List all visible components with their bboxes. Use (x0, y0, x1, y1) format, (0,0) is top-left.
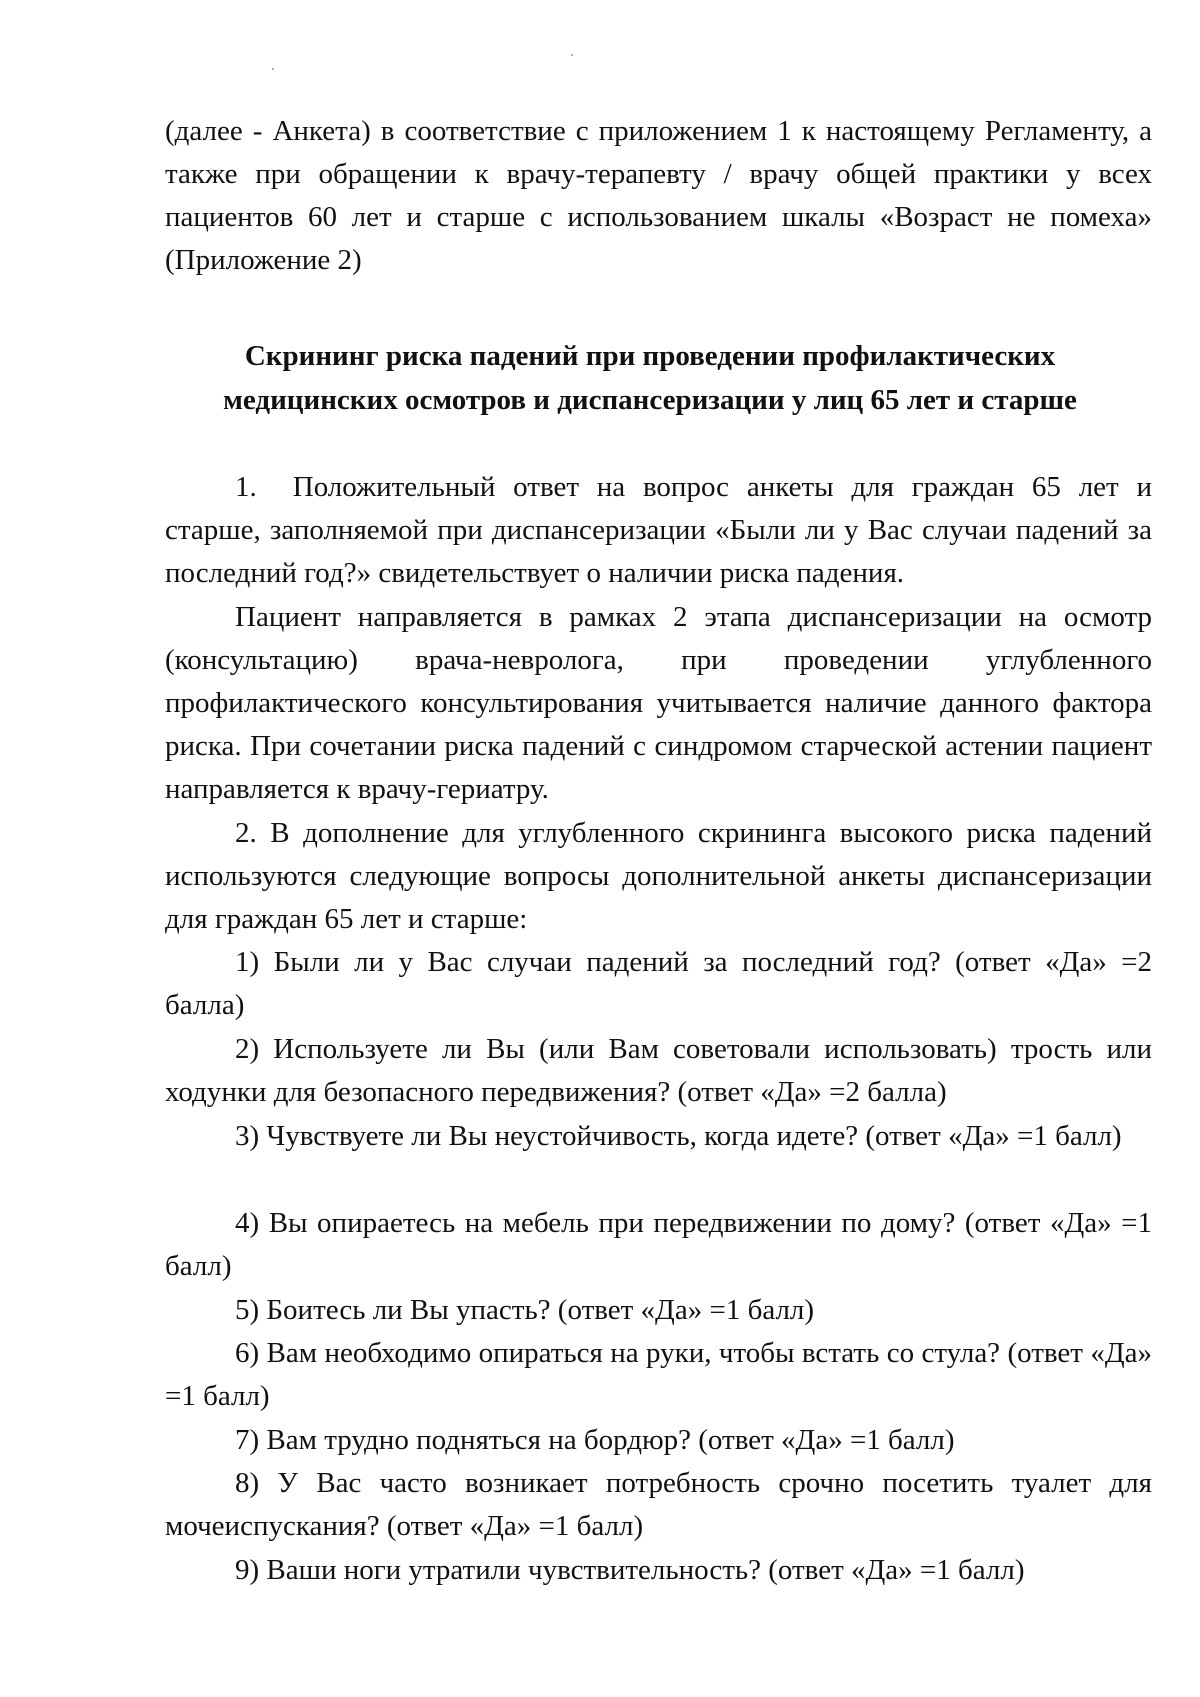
paragraph-2: Пациент направляется в рамках 2 этапа диспансеризации на осмотр (консультацию) врача-невролога, при проведении углубленного профилактического консультирования учитывается наличие данного фактора риска. При сочетании риска падений с синдромом старческой астении пациент направляется к врачу-гериатру. (165, 601, 1152, 805)
paragraph-3: 2. В дополнение для углубленного скрининга высокого риска падений используются следующие вопросы дополнительной анкеты диспансеризации для граждан 65 лет и старше: (165, 817, 1152, 935)
question-8: 8) У Вас часто возникает потребность срочно посетить туалет для мочеиспускания? (ответ «Да» =1 балл) (165, 1467, 1152, 1542)
intro-paragraph: (далее - Анкета) в соответствие с приложением 1 к настоящему Регламенту, а также при обращении к врачу-терапевту / врачу общей практики у всех пациентов 60 лет и старше с использованием шкалы «Возраст не помеха» (Приложение 2) (165, 115, 1152, 276)
scan-speck (272, 68, 274, 70)
question-4: 4) Вы опираетесь на мебель при передвижении по дому? (ответ «Да» =1 балл) (165, 1207, 1152, 1282)
paragraph-1-number: 1. (235, 471, 257, 503)
heading-line-1: Скрининг риска падений при проведении профилактических (244, 340, 1056, 372)
scan-speck (571, 54, 573, 56)
paragraph-1-text: Положительный ответ на вопрос анкеты для граждан 65 лет и старше, заполняемой при диспансеризации «Были ли у Вас случаи падений за последний год?» свидетельствует о наличии риска падения. (165, 471, 1152, 589)
question-3: 3) Чувствуете ли Вы неустойчивость, когда идете? (ответ «Да» =1 балл) (235, 1120, 1122, 1152)
question-5: 5) Боитесь ли Вы упасть? (ответ «Да» =1 балл) (235, 1294, 815, 1326)
section-heading (150, 334, 1150, 422)
question-1: 1) Были ли у Вас случаи падений за последний год? (ответ «Да» =2 балла) (165, 946, 1152, 1021)
question-9: 9) Ваши ноги утратили чувствительность? (ответ «Да» =1 балл) (235, 1554, 1025, 1586)
question-6: 6) Вам необходимо опираться на руки, чтобы встать со стула? (ответ «Да» =1 балл) (165, 1337, 1152, 1412)
question-2: 2) Используете ли Вы (или Вам советовали использовать) трость или ходунки для безопасного передвижения? (ответ «Да» =2 балла) (165, 1033, 1152, 1108)
paragraph-1 (165, 466, 1152, 595)
question-7: 7) Вам трудно подняться на бордюр? (ответ «Да» =1 балл) (235, 1424, 955, 1456)
heading-line-2: медицинских осмотров и диспансеризации у лиц 65 лет и старше (223, 384, 1077, 416)
